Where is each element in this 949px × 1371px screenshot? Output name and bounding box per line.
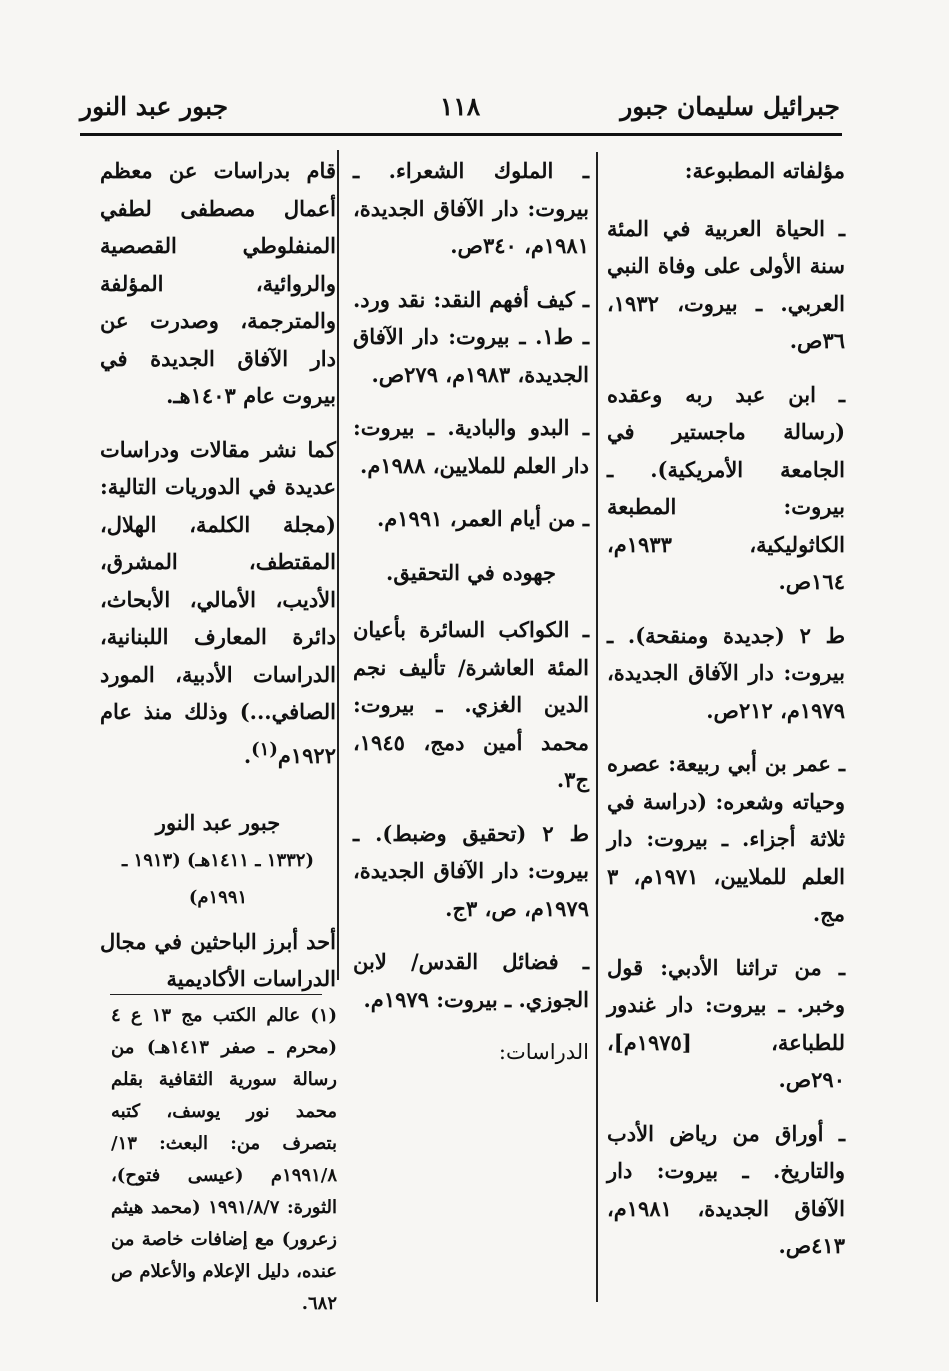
- column-middle: [353, 152, 589, 1088]
- page-number: ١١٨: [439, 92, 481, 121]
- bibliography-entry: ـ البدو والبادية. ـ بيروت: دار العلم للملايين، ١٩٨٨م.: [353, 415, 589, 478]
- column-divider: [596, 152, 598, 1302]
- bibliography-entry: ـ كيف أفهم النقد: نقد ورد. ـ ط١. ـ بيروت: دار الآفاق الجديدة، ١٩٨٣م، ٢٧٩ص.: [353, 286, 589, 387]
- bibliography-entry: ـ الملوك الشعراء. ـ بيروت: دار الآفاق الجديدة، ١٩٨١م، ٣٤٠ص.: [353, 158, 589, 258]
- footnote-reference: (١): [251, 738, 278, 760]
- bibliography-entry: ـ عمر بن أبي ربيعة: عصره وحياته وشعره: (دراسة في ثلاثة أجزاء. ـ بيروت: دار العلم للملايين، ١٩٧١م، ٣ مج.: [607, 751, 845, 926]
- paragraph: كما نشر مقالات ودراسات عديدة في الدوريات التالية: (مجلة الكلمة، الهلال، المقتطف، المشرق، الأديب، الأمالي، الأبحاث، دائرة المعارف اللبنانية، الدراسات الأدبية، المورد الصافي...) وذلك منذ عام ١٩٢٢م$^{(١)}$.: [100, 436, 336, 768]
- bibliography-entry: ـ من تراثنا الأدبي: قول وخبر. ـ بيروت: دار غندور للطباعة، [١٩٧٥م]، ٢٩٠ص.: [607, 954, 845, 1092]
- entry-title: جبور عبد النور: [155, 810, 281, 835]
- paragraph: أحد أبرز الباحثين في مجال الدراسات الأكاديمية: [100, 928, 336, 991]
- entry-dates: (١٣٣٢ ـ ١٤١١هـ) (١٩١٣ ـ ١٩٩١م): [122, 849, 314, 908]
- header-author: جبرائيل سليمان جبور: [620, 92, 840, 121]
- column-divider: [337, 150, 339, 980]
- bibliography-entry: ـ من أيام العمر، ١٩٩١م.: [376, 506, 589, 531]
- header-entry-name: جبور عبد النور: [80, 92, 229, 121]
- bibliography-entry: ط ٢ (جديدة ومنقحة). ـ بيروت: دار الآفاق الجديدة، ١٩٧٩م، ٢١٢ص.: [607, 622, 845, 723]
- column-left: [100, 152, 336, 1014]
- page-header: [80, 92, 840, 132]
- bibliography-entry: ط ٢ (تحقيق وضبط). ـ بيروت: دار الآفاق الجديدة، ١٩٧٩م، ص، ٣ج.: [353, 820, 590, 921]
- bibliography-entry: ـ ابن عبد ربه وعقده (رسالة ماجستير في الجامعة الأمريكية). ـ بيروت: المطبعة الكاثوليكية، ١٩٣٣م، ١٦٤ص.: [607, 381, 845, 594]
- footnote-rule: [110, 994, 322, 995]
- section-heading: جهوده في التحقيق.: [386, 559, 556, 585]
- column-right: [607, 152, 845, 1281]
- footnote: [111, 1000, 337, 1320]
- header-rule: [80, 133, 842, 136]
- bibliography-entry: ـ أوراق من رياض الأدب والتاريخ. ـ بيروت: دار الآفاق الجديدة، ١٩٨١م، ٤١٣ص.: [607, 1120, 845, 1258]
- section-heading: الدراسات:: [498, 1040, 589, 1064]
- footnote-text: (١) عالم الكتب مج ١٣ ع ٤ (محرم ـ صفر ١٤١٣هـ) من رسالة سورية الثقافية بقلم محمد نور يوسف، كتبه بتصرف من: البعث: ١٣/ ١٩٩١/٨م (عيسى فتوح)، الثورة: ١٩٩١/٨/٧ (محمد هيثم زعرور) مع إضافات خاصة من عنده، دليل الإعلام والأعلام ص ٦٨٢.: [111, 1005, 338, 1314]
- section-heading: مؤلفاته المطبوعة:: [684, 158, 845, 183]
- bibliography-entry: ـ الكواكب السائرة بأعيان المئة العاشرة/ تأليف نجم الدين الغزي. ـ بيروت: محمد أمين دمج، ١٩٤٥، ج٣.: [353, 617, 589, 792]
- bibliography-entry: ـ الحياة العربية في المئة سنة الأولى على وفاة النبي العربي. ـ بيروت، ١٩٣٢، ٣٦ص.: [607, 215, 845, 353]
- bibliography-entry: ـ فضائل القدس/ لابن الجوزي. ـ بيروت: ١٩٧٩م.: [353, 949, 589, 1012]
- paragraph: قام بدراسات عن معظم أعمال مصطفى لطفي المنفلوطي القصصية والروائية، المؤلفة والمترجمة، وصدرت عن دار الآفاق الجديدة في بيروت عام ١٤٠٣هـ.: [100, 158, 336, 408]
